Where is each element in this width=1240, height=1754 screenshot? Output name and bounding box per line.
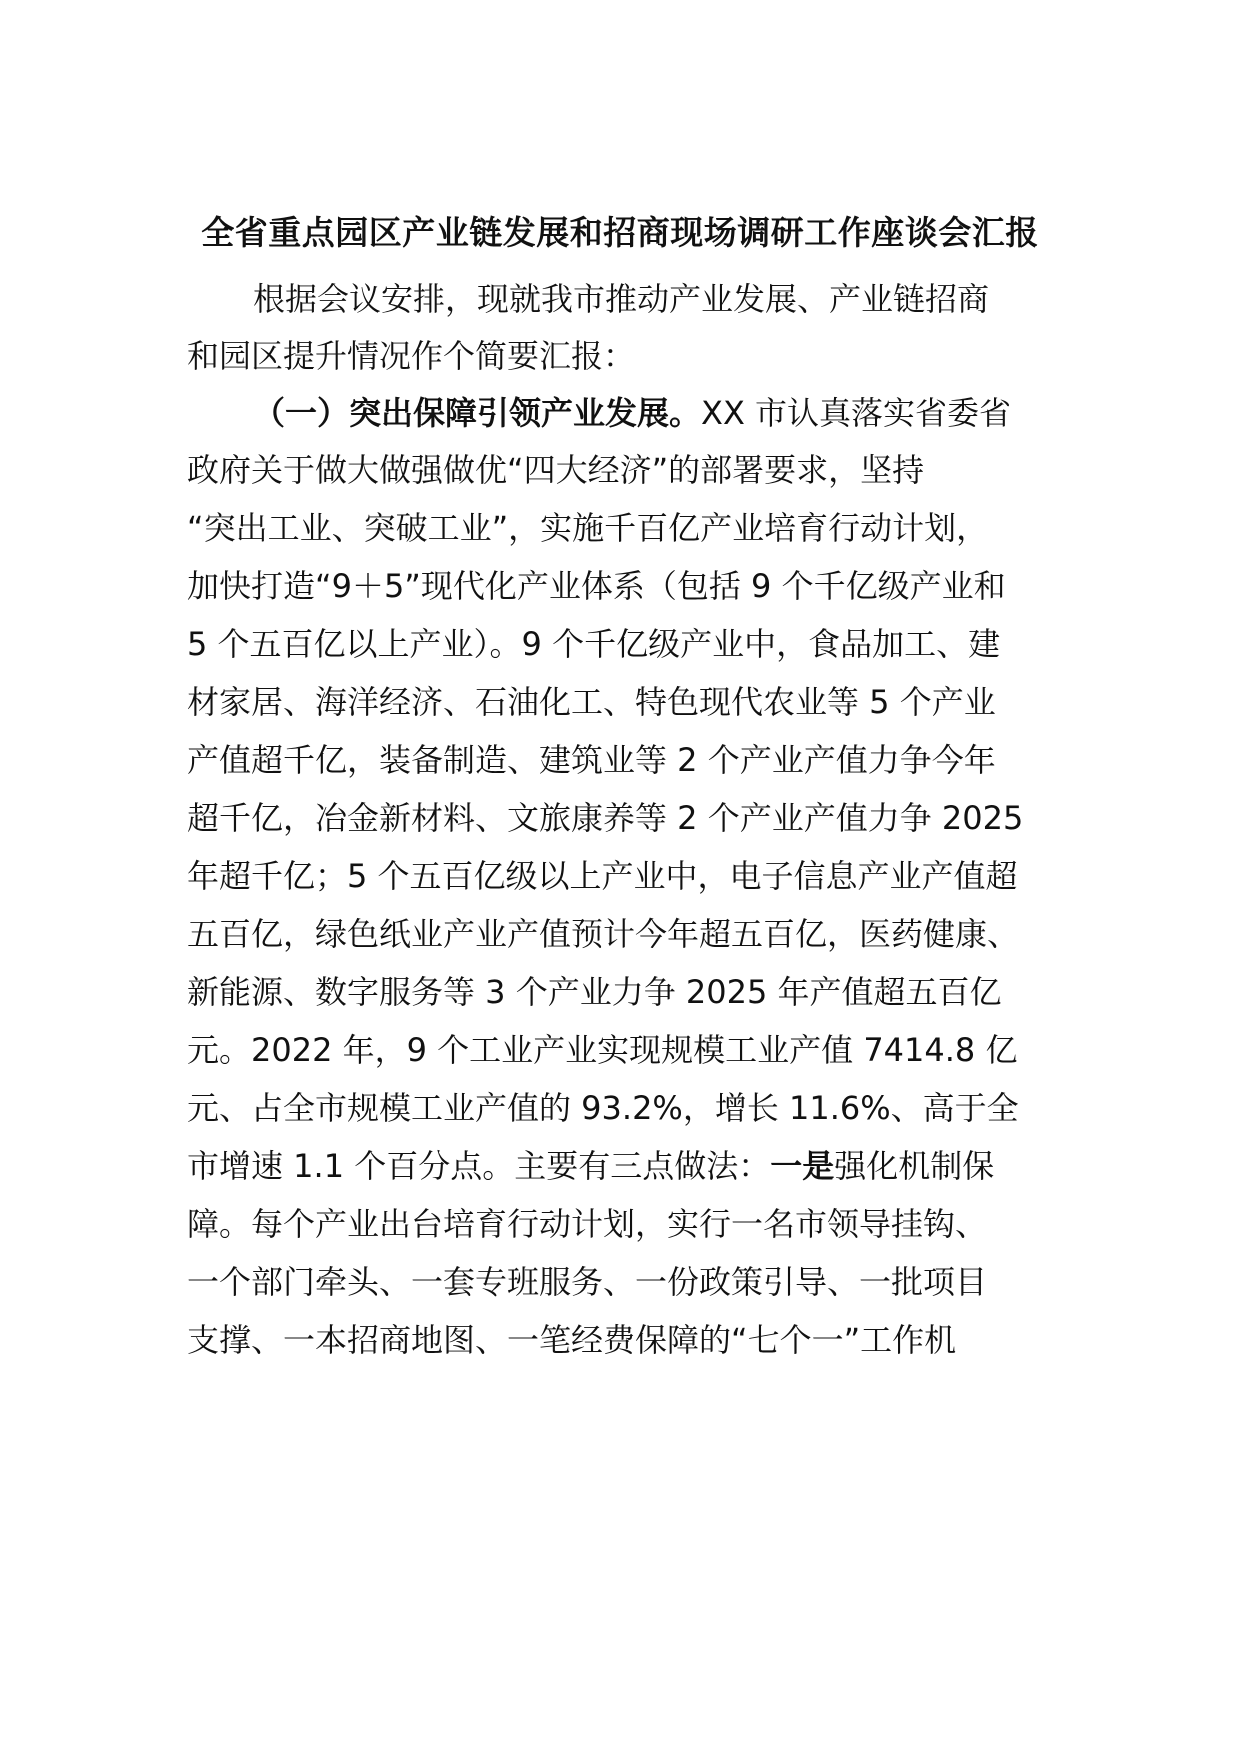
section1-line-1 — [253, 394, 1012, 432]
section1-line-16: 一个部门牵头、一套专班服务、一份政策引导、一批项目 — [187, 1263, 988, 1301]
section1-line-6: 材家居、海洋经济、石油化工、特色现代农业等 5 个产业 — [187, 683, 996, 721]
section1-line-15: 障。每个产业出台培育行动计划，实行一名市领导挂钩、 — [187, 1205, 988, 1243]
section1-line-2: 政府关于做大做强做优“四大经济”的部署要求，坚持 — [187, 451, 925, 489]
section1-heading: （一）突出保障引领产业发展。 — [253, 394, 702, 432]
section1-line-4: 加快打造“9＋5”现代化产业体系（包括 9 个千亿级产业和 — [187, 567, 1006, 605]
section1-line-1-rest: XX 市认真落实省委省 — [701, 394, 1012, 432]
section1-line-8: 超千亿，冶金新材料、文旅康养等 2 个产业产值力争 2025 — [187, 799, 1024, 837]
section1-line-17: 支撑、一本招商地图、一笔经费保障的“七个一”工作机 — [187, 1321, 957, 1359]
section1-line-3: “突出工业、突破工业”，实施千百亿产业培育行动计划， — [187, 509, 989, 547]
section1-line-11: 新能源、数字服务等 3 个产业力争 2025 年产值超五百亿 — [187, 973, 1002, 1011]
section1-line-7: 产值超千亿，装备制造、建筑业等 2 个产业产值力争今年 — [187, 741, 996, 779]
section1-line-14 — [187, 1147, 995, 1185]
section1-line-10: 五百亿，绿色纸业产业产值预计今年超五百亿，医药健康、 — [187, 915, 1020, 953]
section1-line-5: 5 个五百亿以上产业）。9 个千亿级产业中，食品加工、建 — [187, 625, 1001, 663]
section1-line-14-pre: 市增速 1.1 个百分点。主要有三点做法： — [187, 1147, 771, 1185]
document-title: 全省重点园区产业链发展和招商现场调研工作座谈会汇报 — [201, 213, 1039, 252]
section1-line-13: 元、占全市规模工业产值的 93.2%，增长 11.6%、高于全 — [187, 1089, 1019, 1127]
section1-line-12: 元。2022 年，9 个工业产业实现规模工业产值 7414.8 亿 — [187, 1031, 1018, 1069]
intro-line-2: 和园区提升情况作个简要汇报： — [187, 337, 636, 375]
intro-line-1: 根据会议安排，现就我市推动产业发展、产业链招商 — [253, 280, 990, 318]
point-one-marker: 一是 — [770, 1147, 835, 1185]
section1-line-9: 年超千亿；5 个五百亿级以上产业中，电子信息产业产值超 — [187, 857, 1018, 895]
section1-line-14-post: 强化机制保 — [834, 1147, 995, 1185]
